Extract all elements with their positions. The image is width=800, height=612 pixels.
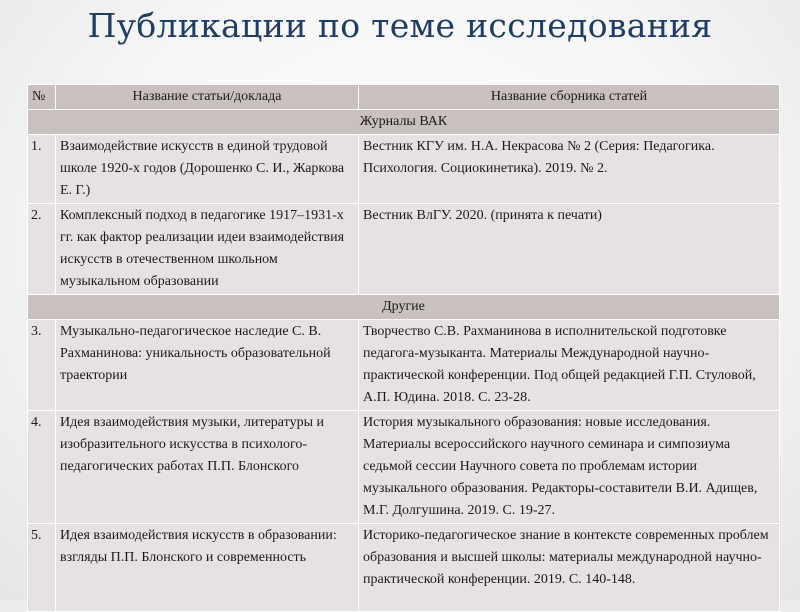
group-row-other (28, 295, 780, 320)
article-title-cell: Музыкально-педагогическое наследие С. В. Рахманинова: уникальность образовательной траектории (56, 320, 359, 411)
row-number: 1. (28, 135, 56, 204)
group-label: Журналы ВАК (28, 110, 780, 135)
header-article-title: Название статьи/доклада (56, 85, 359, 110)
header-collection-title: Название сборника статей (359, 85, 780, 110)
table-row (28, 320, 780, 411)
table-row (28, 411, 780, 524)
article-title-cell: Комплексный подход в педагогике 1917–1931-х гг. как фактор реализации идеи взаимодействия искусств в отечественном школьном музыкальном образовании (56, 204, 359, 295)
article-title-cell: Идея взаимодействия музыки, литературы и изобразительного искусства в психолого-педагогических работах П.П. Блонского (56, 411, 359, 524)
row-number: 2. (28, 204, 56, 295)
table-row (28, 135, 780, 204)
row-number: 5. (28, 524, 56, 612)
collection-title-cell: Историко-педагогическое знание в контексте современных проблем образования и высшей школы: материалы международной научно-практической конференции. 2019. С. 140-148. (359, 524, 780, 612)
article-title-cell: Идея взаимодействия искусств в образовании: взгляды П.П. Блонского и современность (56, 524, 359, 612)
table-row (28, 204, 780, 295)
table-row (28, 524, 780, 612)
group-row-vak (28, 110, 780, 135)
row-number: 4. (28, 411, 56, 524)
header-number: № (28, 85, 56, 110)
collection-title-cell: Вестник КГУ им. Н.А. Некрасова № 2 (Серия: Педагогика. Психология. Социокинетика). 2019. № 2. (359, 135, 780, 204)
row-number: 3. (28, 320, 56, 411)
collection-title-cell: Вестник ВлГУ. 2020. (принята к печати) (359, 204, 780, 295)
article-title-cell: Взаимодействие искусств в единой трудовой школе 1920-х годов (Дорошенко С. И., Жаркова Е. Г.) (56, 135, 359, 204)
slide-title: Публикации по теме исследования (87, 6, 713, 45)
collection-title-cell: Творчество С.В. Рахманинова в исполнительской подготовке педагога-музыканта. Материалы Международной научно-практической конференции. Под общей редакцией Г.П. Стуловой, А.П. Юдина. 2018. С. 23-28. (359, 320, 780, 411)
collection-title-cell: История музыкального образования: новые исследования. Материалы всероссийского научного семинара и симпозиума седьмой сессии Научного совета по проблемам истории музыкального образования. Редакторы-составители В.И. Адищев, М.Г. Долгушина. 2019. С. 19-27. (359, 411, 780, 524)
table-header-row (28, 85, 780, 110)
publications-table (27, 84, 780, 612)
group-label: Другие (28, 295, 780, 320)
